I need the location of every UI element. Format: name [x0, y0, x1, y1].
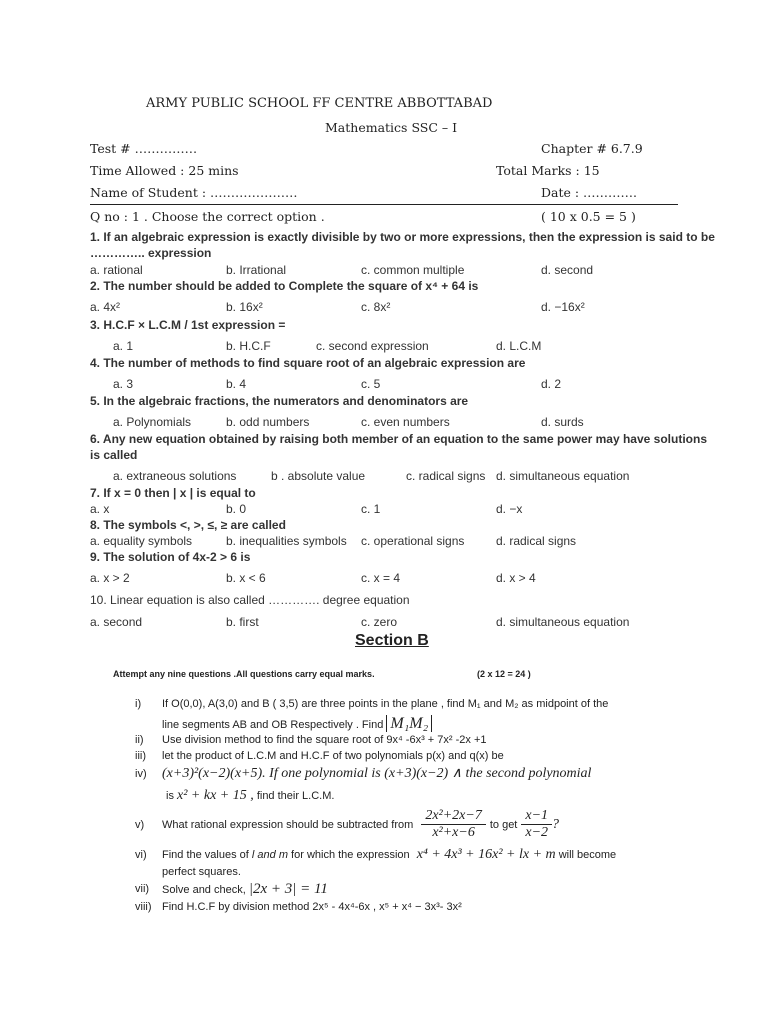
q3-option-b: b. H.C.F: [226, 339, 271, 353]
item-vi-text: [162, 847, 616, 863]
item-ii-text: Use division method to find the square root of 9x⁴ -6x³ + 7x² -2x +1: [162, 734, 487, 746]
question-8-text: 8. The symbols <, >, ≤, ≥ are called: [90, 518, 286, 532]
fraction-2-denominator: x−2: [525, 825, 549, 840]
q9-option-b: b. x < 6: [226, 571, 266, 585]
item-i-math: M₁M₂: [386, 715, 432, 732]
item-ii-number: ii): [135, 734, 144, 746]
question-4-text: 4. The number of methods to find square root of an algebraic expression are: [90, 356, 526, 370]
item-vi-label-2: for which the expression: [291, 849, 410, 861]
q7-option-b: b. 0: [226, 502, 247, 516]
section-b-marks: (2 x 12 = 24 ): [477, 669, 531, 679]
q7-option-a: a. x: [90, 502, 110, 516]
item-i-text: If O(0,0), A(3,0) and B ( 3,5) are three points in the plane , find M₁ and M₂ as midpoint of the: [162, 698, 609, 710]
q8-option-d: d. radical signs: [496, 534, 577, 548]
question-6-text-cont: is called: [90, 448, 138, 462]
q6-option-b: b . absolute value: [271, 469, 366, 483]
section-b-title: Section B: [355, 632, 429, 649]
question-3-text: 3. H.C.F × L.C.M / 1st expression =: [90, 318, 286, 332]
q10-option-c: c. zero: [361, 615, 398, 629]
time-allowed: Time Allowed : 25 mins: [90, 163, 239, 178]
q3-option-d: d. L.C.M: [496, 339, 542, 353]
item-vi-lm: l and m: [251, 849, 288, 861]
q4-option-c: c. 5: [361, 377, 381, 391]
question-1-text-cont: ………….. expression: [90, 246, 212, 260]
question-1-text: 1. If an algebraic expression is exactly divisible by two or more expressions, then the expression is said to be: [90, 230, 715, 244]
item-v-number: v): [135, 819, 145, 831]
q5-option-d: d. surds: [541, 415, 584, 429]
q10-option-d: d. simultaneous equation: [496, 615, 630, 629]
q4-option-d: d. 2: [541, 377, 562, 391]
item-v-fraction-1: [421, 808, 486, 841]
item-iii-text: let the product of L.C.M and H.C.F of two polynomials p(x) and q(x) be: [162, 750, 504, 762]
q4-option-a: a. 3: [113, 377, 134, 391]
q6-option-a: a. extraneous solutions: [113, 469, 237, 483]
question-5-text: 5. In the algebraic fractions, the numerators and denominators are: [90, 394, 469, 408]
item-iv-second-math: x² + kx + 15 ,: [177, 788, 254, 803]
item-v-fraction-2: [521, 808, 552, 841]
q2-option-c: c. 8x²: [361, 300, 391, 314]
section-a-instruction: Q no : 1 . Choose the correct option .: [90, 209, 325, 224]
item-v-label: What rational expression should be subtracted from: [162, 818, 414, 831]
item-i-find-label: line segments AB and OB Respectively . Find: [162, 719, 384, 731]
q10-option-b: b. first: [226, 615, 259, 629]
header-divider: [90, 204, 678, 205]
q5-option-a: a. Polynomials: [113, 415, 192, 429]
item-iv-number: iv): [135, 768, 147, 780]
subject-title: Mathematics SSC – I: [325, 120, 458, 135]
q9-option-c: c. x = 4: [361, 571, 401, 585]
item-iv-lcm-text: find their L.C.M.: [256, 790, 335, 802]
q2-option-a: a. 4x²: [90, 300, 121, 314]
q6-option-c: c. radical signs: [406, 469, 486, 483]
q7-option-c: c. 1: [361, 502, 381, 516]
item-v-mid: to get: [489, 818, 518, 831]
item-vii-text: [162, 881, 328, 898]
question-7-text: 7. If x = 0 then | x | is equal to: [90, 486, 256, 500]
question-2-text: 2. The number should be added to Complete the square of x⁴ + 64 is: [90, 279, 479, 293]
item-vii-label: Solve and check,: [162, 884, 246, 896]
question-10-text: 10. Linear equation is also called …………. degree equation: [90, 593, 410, 607]
item-vii-number: vii): [135, 883, 150, 895]
fraction-1-denominator: x²+x−6: [432, 825, 475, 840]
item-vi-number: vi): [135, 849, 147, 861]
total-marks: Total Marks : 15: [496, 163, 600, 178]
fraction-2-numerator: x−1: [521, 808, 552, 825]
chapter-number: Chapter # 6.7.9: [541, 141, 643, 156]
item-i-text-cont: [162, 715, 432, 733]
item-iii-number: iii): [135, 750, 146, 762]
test-number: Test # ……………: [90, 141, 198, 156]
item-vii-math: |2x + 3| = 11: [248, 881, 328, 897]
q6-option-d: d. simultaneous equation: [496, 469, 630, 483]
item-iv-text-cont: [166, 788, 334, 804]
date-field: Date : ………….: [541, 185, 638, 200]
q9-option-a: a. x > 2: [90, 571, 130, 585]
q1-option-d: d. second: [541, 263, 594, 277]
q9-option-d: d. x > 4: [496, 571, 536, 585]
q5-option-c: c. even numbers: [361, 415, 450, 429]
q1-option-c: c. common multiple: [361, 263, 465, 277]
item-viii-number: viii): [135, 901, 152, 913]
item-i-number: i): [135, 698, 142, 710]
section-b-instruction: Attempt any nine questions .All questions carry equal marks.: [113, 669, 375, 679]
item-vi-text-cont: perfect squares.: [162, 866, 241, 878]
q2-option-d: d. −16x²: [541, 300, 585, 314]
item-viii-text: Find H.C.F by division method 2x⁵ - 4x⁴-6x , x⁵ + x⁴ − 3x³- 3x²: [162, 901, 462, 913]
q8-option-c: c. operational signs: [361, 534, 465, 548]
item-v-question-mark: ?: [552, 816, 560, 832]
q8-option-b: b. inequalities symbols: [226, 534, 347, 548]
q1-option-a: a. rational: [90, 263, 143, 277]
q10-option-a: a. second: [90, 615, 143, 629]
item-vi-label: Find the values of: [162, 849, 249, 861]
q3-option-c: c. second expression: [316, 339, 429, 353]
q3-option-a: a. 1: [113, 339, 134, 353]
student-name-field: Name of Student : …………………: [90, 185, 298, 200]
section-a-marks: ( 10 x 0.5 = 5 ): [541, 209, 636, 224]
question-9-text: 9. The solution of 4x-2 > 6 is: [90, 550, 251, 564]
fraction-1-numerator: 2x²+2x−7: [421, 808, 486, 825]
q7-option-d: d. −x: [496, 502, 523, 516]
q2-option-b: b. 16x²: [226, 300, 263, 314]
item-vi-math: x⁴ + 4x³ + 16x² + lx + m: [416, 847, 556, 862]
item-v-text: [162, 808, 559, 841]
question-6-text: 6. Any new equation obtained by raising both member of an equation to the same power may have solutions: [90, 432, 707, 446]
q8-option-a: a. equality symbols: [90, 534, 193, 548]
q1-option-b: b. Irrational: [226, 263, 287, 277]
item-iv-is-label: is: [166, 790, 174, 802]
item-iv-math: (x+3)²(x−2)(x+5). If one polynomial is (x+3)(x−2) ∧ the second polynomial: [162, 766, 592, 781]
item-vi-end: will become: [558, 849, 617, 861]
school-name: ARMY PUBLIC SCHOOL FF CENTRE ABBOTTABAD: [146, 96, 493, 111]
q5-option-b: b. odd numbers: [226, 415, 310, 429]
q4-option-b: b. 4: [226, 377, 247, 391]
